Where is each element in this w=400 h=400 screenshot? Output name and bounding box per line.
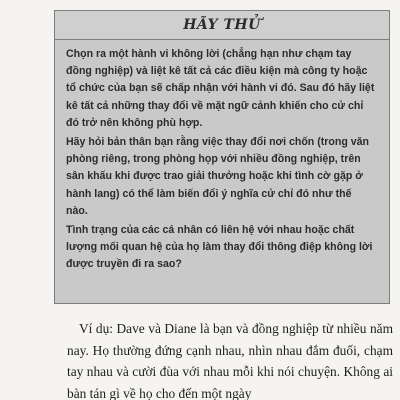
try-it-paragraph-3: Tình trạng của các cá nhân có liên hệ với nhau hoặc chất lượng mối quan hệ của họ làm thay đổi thông điệp không lời được truyền đi ra sao? (66, 224, 373, 271)
example-paragraph: Ví dụ: Dave và Diane là bạn và đồng nghiệp từ nhiều năm nay. Họ thường đứng cạnh nhau, nhìn nhau đắm đuối, chạm tay nhau và cười đùa với nhau mỗi khi nói chuyện. Không ai bàn tán gì về họ cho đến một ngày (67, 321, 393, 400)
try-it-paragraph-1: Chọn ra một hành vi không lời (chẳng hạn như chạm tay đồng nghiệp) và liệt kê tất cả các điều kiện mà công ty hoặc tổ chức của bạn sẽ chấp nhận với hành vi đó. Sau đó hãy liệt kê tất cả những thay đổi về mặt ngữ cảnh khiến cho cử chỉ đó trở nên không phù hợp. (66, 48, 375, 129)
try-it-header (55, 11, 389, 40)
body-text (67, 318, 393, 400)
try-it-body (55, 40, 389, 282)
try-it-paragraph-2: Hãy hỏi bản thân bạn rằng việc thay đổi nơi chốn (trong văn phòng riêng, trong phòng họp với nhiều đồng nghiệp, trên sân khấu khi được trao giải thưởng hoặc khi tình cờ gặp ở hành lang) có thể làm biến đổi ý nghĩa cử chỉ đó như thế nào. (66, 136, 370, 217)
try-it-title: HÃY THỬ (183, 17, 261, 33)
try-it-box (54, 10, 390, 304)
